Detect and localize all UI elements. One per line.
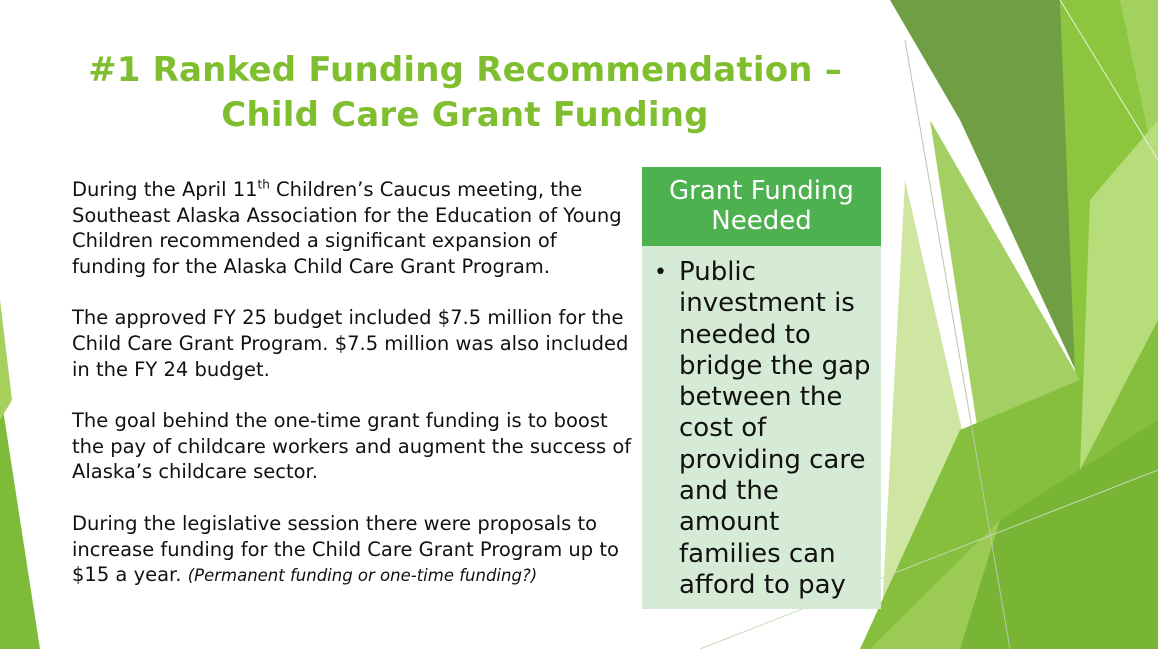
card-header-line-2: Needed (711, 206, 812, 236)
card-body (642, 246, 881, 601)
bullet-icon: • (654, 260, 667, 285)
paragraph-caucus-start: During the April 11 (72, 178, 258, 201)
title-line-2: Child Care Grant Funding (221, 95, 709, 135)
paragraph-proposals-main: During the legislative session there were proposals to increase funding for the Child Care Grant Program up to $15 a year. (72, 511, 619, 587)
slide-title (60, 48, 870, 138)
paragraph-caucus-rest: Children’s Caucus meeting, the Southeast Alaska Association for the Education of Young Children recommended a significant expansion of funding for the Alaska Child Care Grant Program. (72, 178, 622, 278)
title-line-1: #1 Ranked Funding Recommendation – (88, 50, 842, 90)
ordinal-suffix: th (257, 177, 270, 192)
paragraph-budget: The approved FY 25 budget included $7.5 million for the Child Care Grant Program. $7.5 million was also included in the FY 24 budget. (72, 306, 629, 381)
card-bullet-text: Public investment is needed to bridge the gap between the cost of providing care and the amount families can afford to pay (679, 257, 871, 600)
funding-question-note: (Permanent funding or one-time funding?) (187, 566, 538, 586)
grant-funding-card (642, 167, 881, 609)
paragraph-caucus (72, 177, 632, 279)
paragraph-goal: The goal behind the one-time grant funding is to boost the pay of childcare workers and augment the success of Alaska’s childcare sector. (72, 409, 632, 484)
paragraph-proposals (72, 511, 632, 589)
card-header (642, 167, 881, 246)
body-text (72, 177, 632, 615)
card-header-line-1: Grant Funding (669, 176, 854, 206)
